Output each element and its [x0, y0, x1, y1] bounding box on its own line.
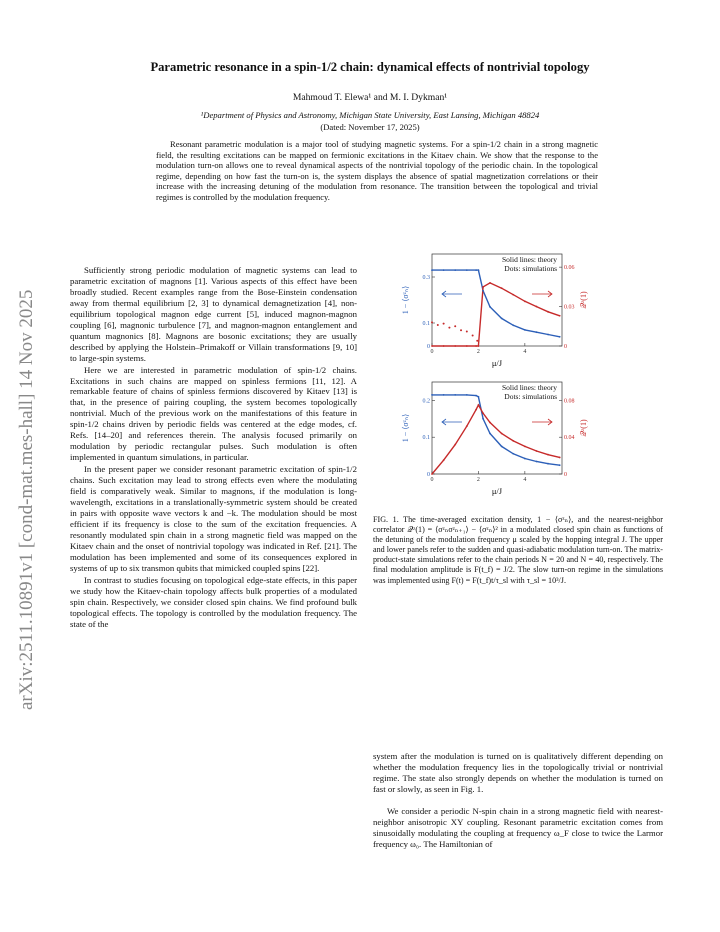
sim-dot-correlator — [478, 404, 480, 406]
paper-title: Parametric resonance in a spin-1/2 chain: dynamical effects of nontrivial topology — [150, 60, 590, 74]
sim-dot-correlator — [443, 345, 445, 347]
sim-dot-density — [482, 418, 484, 420]
sim-dot-density — [443, 394, 445, 396]
sim-dot-density — [524, 458, 526, 460]
y-tick-label-right: 0 — [564, 472, 567, 478]
sim-dot-density — [512, 453, 514, 455]
sim-dot-correlator — [431, 473, 433, 475]
sim-dot-correlator — [482, 412, 484, 414]
sim-dot-correlator — [536, 450, 538, 452]
sim-dot-density — [501, 446, 503, 448]
x-axis-label: μ/J — [491, 358, 503, 368]
y-tick-label-right: 0 — [564, 344, 567, 350]
y-tick-label-right: 0.04 — [564, 435, 575, 442]
sim-dot-density — [501, 318, 503, 320]
sim-dot-correlator — [437, 324, 439, 326]
sim-dot-density — [512, 324, 514, 326]
arrow-left-icon — [442, 419, 462, 425]
sim-dot-density — [559, 464, 561, 466]
series-density-line — [432, 395, 560, 465]
sim-dot-correlator — [475, 345, 477, 347]
sim-dot-density — [443, 269, 445, 271]
y-tick-label-right: 0.06 — [564, 265, 575, 272]
series-density-line — [432, 270, 560, 337]
y-axis-label-right: 𝒬ᶻ(1) — [579, 291, 588, 309]
sim-dot-density — [466, 269, 468, 271]
y-tick-label-right: 0.08 — [564, 398, 575, 405]
sim-dot-density — [431, 394, 433, 396]
sim-dot-density — [547, 334, 549, 336]
sim-dot-correlator — [443, 459, 445, 461]
sim-dot-density — [482, 290, 484, 292]
sim-dot-correlator — [512, 440, 514, 442]
sim-dot-correlator — [524, 446, 526, 448]
sim-dot-correlator — [443, 323, 445, 325]
y-tick-label-left: 0.2 — [422, 398, 430, 405]
authors: Mahmoud T. Elewa¹ and M. I. Dykman¹ — [292, 92, 448, 103]
arxiv-stamp — [8, 190, 40, 710]
paragraph: In the present paper we consider resonant parametric excitation of spin-1/2 chains. Such excitation may lead to strong effects even where the modulating field is comparatively weak. Similar to magnons, if the modulation is long-wavelength, excitations in a translationally-symmetric system should be created in pairs with opposite wave vectors k and −k. The modulation should be most efficient if its frequency is close to the sum of the excitation frequencies. A resonantly modulated spin chain in a strong magnetic field was mapped on the Kitaev chain and the onset of nontrivial topology was indicated in Ref. [21]. The modulation has been implemented and some of its consequences explored in systems of up to six transmon qubits that mimicked coupled spins [22]. — [70, 464, 357, 573]
sim-dot-correlator — [489, 282, 491, 284]
figure-bottom-panel — [394, 378, 594, 498]
sim-dot-correlator — [466, 425, 468, 427]
paragraph: system after the modulation is turned on is qualitatively different depending on whether the modulation frequency lies in the topologically trivial or nontrivial regime. The state also strongly depends on whether the modulation is turned on fast or slowly, as seen in Fig. 1. — [373, 751, 663, 794]
x-tick-label: 2 — [476, 349, 480, 355]
sim-dot-density — [478, 396, 480, 398]
legend-line1: Solid lines: theory — [502, 383, 557, 392]
x-tick-label: 4 — [523, 477, 527, 483]
date: (Dated: November 17, 2025) — [320, 122, 420, 132]
x-tick-label: 0 — [430, 477, 434, 483]
sim-dot-density — [489, 306, 491, 308]
x-tick-label: 2 — [476, 477, 480, 483]
sim-dot-density — [536, 331, 538, 333]
sim-dot-correlator — [472, 334, 474, 336]
x-tick-label: 4 — [523, 349, 527, 355]
sim-dot-correlator — [482, 286, 484, 288]
sim-dot-correlator — [460, 329, 462, 331]
sim-dot-correlator — [466, 331, 468, 333]
sim-dot-correlator — [489, 422, 491, 424]
sim-dot-correlator — [501, 287, 503, 289]
legend-line1: Solid lines: theory — [502, 255, 557, 264]
sim-dot-correlator — [559, 315, 561, 317]
legend-line2: Dots: simulations — [504, 264, 557, 273]
sim-dot-density — [454, 269, 456, 271]
x-axis-label: μ/J — [491, 486, 503, 496]
left-column — [70, 265, 357, 629]
right-column — [373, 751, 663, 850]
paragraph: In contrast to studies focusing on topological edge-state effects, in this paper we study how the Kitaev-chain topology affects bulk properties of a modulated spin chain. Respectively, we consider closed spin chains. We find profound bulk topological effects. The topology is controlled by the modulation frequency. The state of the — [70, 574, 357, 629]
sim-dot-correlator — [454, 345, 456, 347]
sim-dot-correlator — [431, 345, 433, 347]
series-correlator-line — [432, 283, 560, 346]
y-tick-label-left: 0.1 — [422, 321, 430, 327]
y-tick-label-left: 0 — [427, 344, 430, 350]
figure-caption: FIG. 1. The time-averaged excitation density, 1 − ⟨σᶻₙ⟩, and the nearest-neighbor correlator 𝒬ᶻ(1) = ⟨σᶻₙσᶻₙ₊₁⟩ − ⟨σᶻₙ⟩² in a modulated closed spin chain as functions of the detuning of the modulation frequency μ scaled by the hopping integral J. The upper and lower panels refer to the sudden and quasi-adiabatic modulation turn-on. The matrix-product-state simulations refer to the chain periods N = 20 and N = 40, respectively. The final modulation amplitude is F(t_f) = J/2. The slow turn-on regime in the simulations was implemented using F(t) = F(t_f)t/τ_sl with τ_sl = 10³/J. — [373, 515, 663, 585]
sim-dot-correlator — [454, 444, 456, 446]
arxiv-id: arXiv:2511.10891v1 [cond-mat.mes-hall] 14 Nov 2025 — [16, 289, 37, 710]
sim-dot-density — [489, 433, 491, 435]
arrow-right-icon — [532, 291, 552, 297]
sim-dot-density — [475, 269, 477, 271]
sim-dot-correlator — [466, 345, 468, 347]
sim-dot-density — [536, 461, 538, 463]
y-tick-label-left: 0 — [427, 472, 430, 478]
y-tick-label-left: 0.1 — [422, 435, 430, 442]
y-axis-label-right: 𝒬ᶻ(1) — [579, 419, 588, 437]
legend-line2: Dots: simulations — [504, 392, 557, 401]
sim-dot-density — [547, 463, 549, 465]
sim-dot-correlator — [559, 457, 561, 459]
sim-dot-correlator — [476, 340, 478, 342]
sim-dot-correlator — [547, 311, 549, 313]
affiliation: ¹Department of Physics and Astronomy, Michigan State University, East Lansing, Michigan 48824 — [200, 110, 540, 120]
sim-dot-density — [431, 269, 433, 271]
paragraph: Here we are interested in parametric modulation of spin-1/2 chains. Excitations in such chains are mapped on spinless fermions [11, 12]. A remarkable feature of chains of spinless fermions discovered by Kitaev [13] is that, in the presence of pairing coupling, the system becomes topologically nontrivial. Much of the previous work on the manifestations of this feature in spin-1/2 chains driven by periodic fields was centered at the edge modes, cf. Refs. [14–20] and references therein. The analysis focused primarily on modulation by periodic rectangular pulses. Such modulation is often implemented in quantum simulations, in particular. — [70, 364, 357, 463]
sim-dot-density — [524, 329, 526, 331]
y-tick-label-right: 0.03 — [564, 304, 575, 311]
sim-dot-correlator — [454, 325, 456, 327]
sim-dot-density — [466, 394, 468, 396]
paragraph: Sufficiently strong periodic modulation of magnetic systems can lead to parametric excitation of magnons [1]. Various aspects of this effect have been broadly studied. Recent examples range from the Bose-Einstein condensation away from thermal equilibrium [2, 3] to dynamical demagnetization [4], non-equilibrium topological magnon edge current [5], induced magnon-magnon coupling [6], magnonic turbulence [7], and magnon-magnon entanglement and quantum magnonics [8]. Magnons are bosonic excitations; they are usually described by applying the Holstein–Primakoff or Villain transformations [9, 10] to large-spin systems. — [70, 265, 357, 363]
sim-dot-density — [478, 269, 480, 271]
sim-dot-correlator — [431, 321, 433, 323]
figure-top-panel — [394, 250, 594, 370]
sim-dot-density — [475, 395, 477, 397]
y-axis-label-left: 1 − ⟨σᶻₙ⟩ — [401, 413, 410, 443]
abstract: Resonant parametric modulation is a major tool of studying magnetic systems. For a spin-1/2 chain in a strong magnetic field, the resulting excitations can be mapped on fermionic excitations in the Kitaev chain. We show that the response to the modulation turn-on allows one to reveal dynamical aspects of the nontrivial topology of the periodic chain. In the topological regime, depending on how fast the turn-on is, the system displays the absence of spatial magnetization correlations or their increase with the increasing detuning of the modulation from resonance. The transition between the topological and trivial regimes is controlled by the modulation frequency. — [156, 139, 598, 202]
sim-dot-correlator — [547, 454, 549, 456]
arrow-right-icon — [532, 419, 552, 425]
sim-dot-correlator — [478, 345, 480, 347]
paragraph: We consider a periodic N-spin chain in a strong magnetic field with nearest-neighbor anisotropic XY coupling. Resonant parametric excitation comes from sinusoidally modulating the coupling at frequency ω_F close to twice the Larmor frequency ω₀. The Hamiltonian of — [373, 805, 663, 849]
sim-dot-correlator — [475, 409, 477, 411]
sim-dot-correlator — [448, 327, 450, 329]
arrow-left-icon — [442, 291, 462, 297]
sim-dot-density — [559, 336, 561, 338]
x-tick-label: 0 — [430, 349, 434, 355]
sim-dot-density — [454, 394, 456, 396]
sim-dot-correlator — [524, 300, 526, 302]
y-axis-label-left: 1 − ⟨σᶻₙ⟩ — [401, 285, 410, 315]
sim-dot-correlator — [501, 433, 503, 435]
sim-dot-correlator — [536, 306, 538, 308]
y-tick-label-left: 0.3 — [422, 275, 430, 281]
sim-dot-correlator — [512, 294, 514, 296]
